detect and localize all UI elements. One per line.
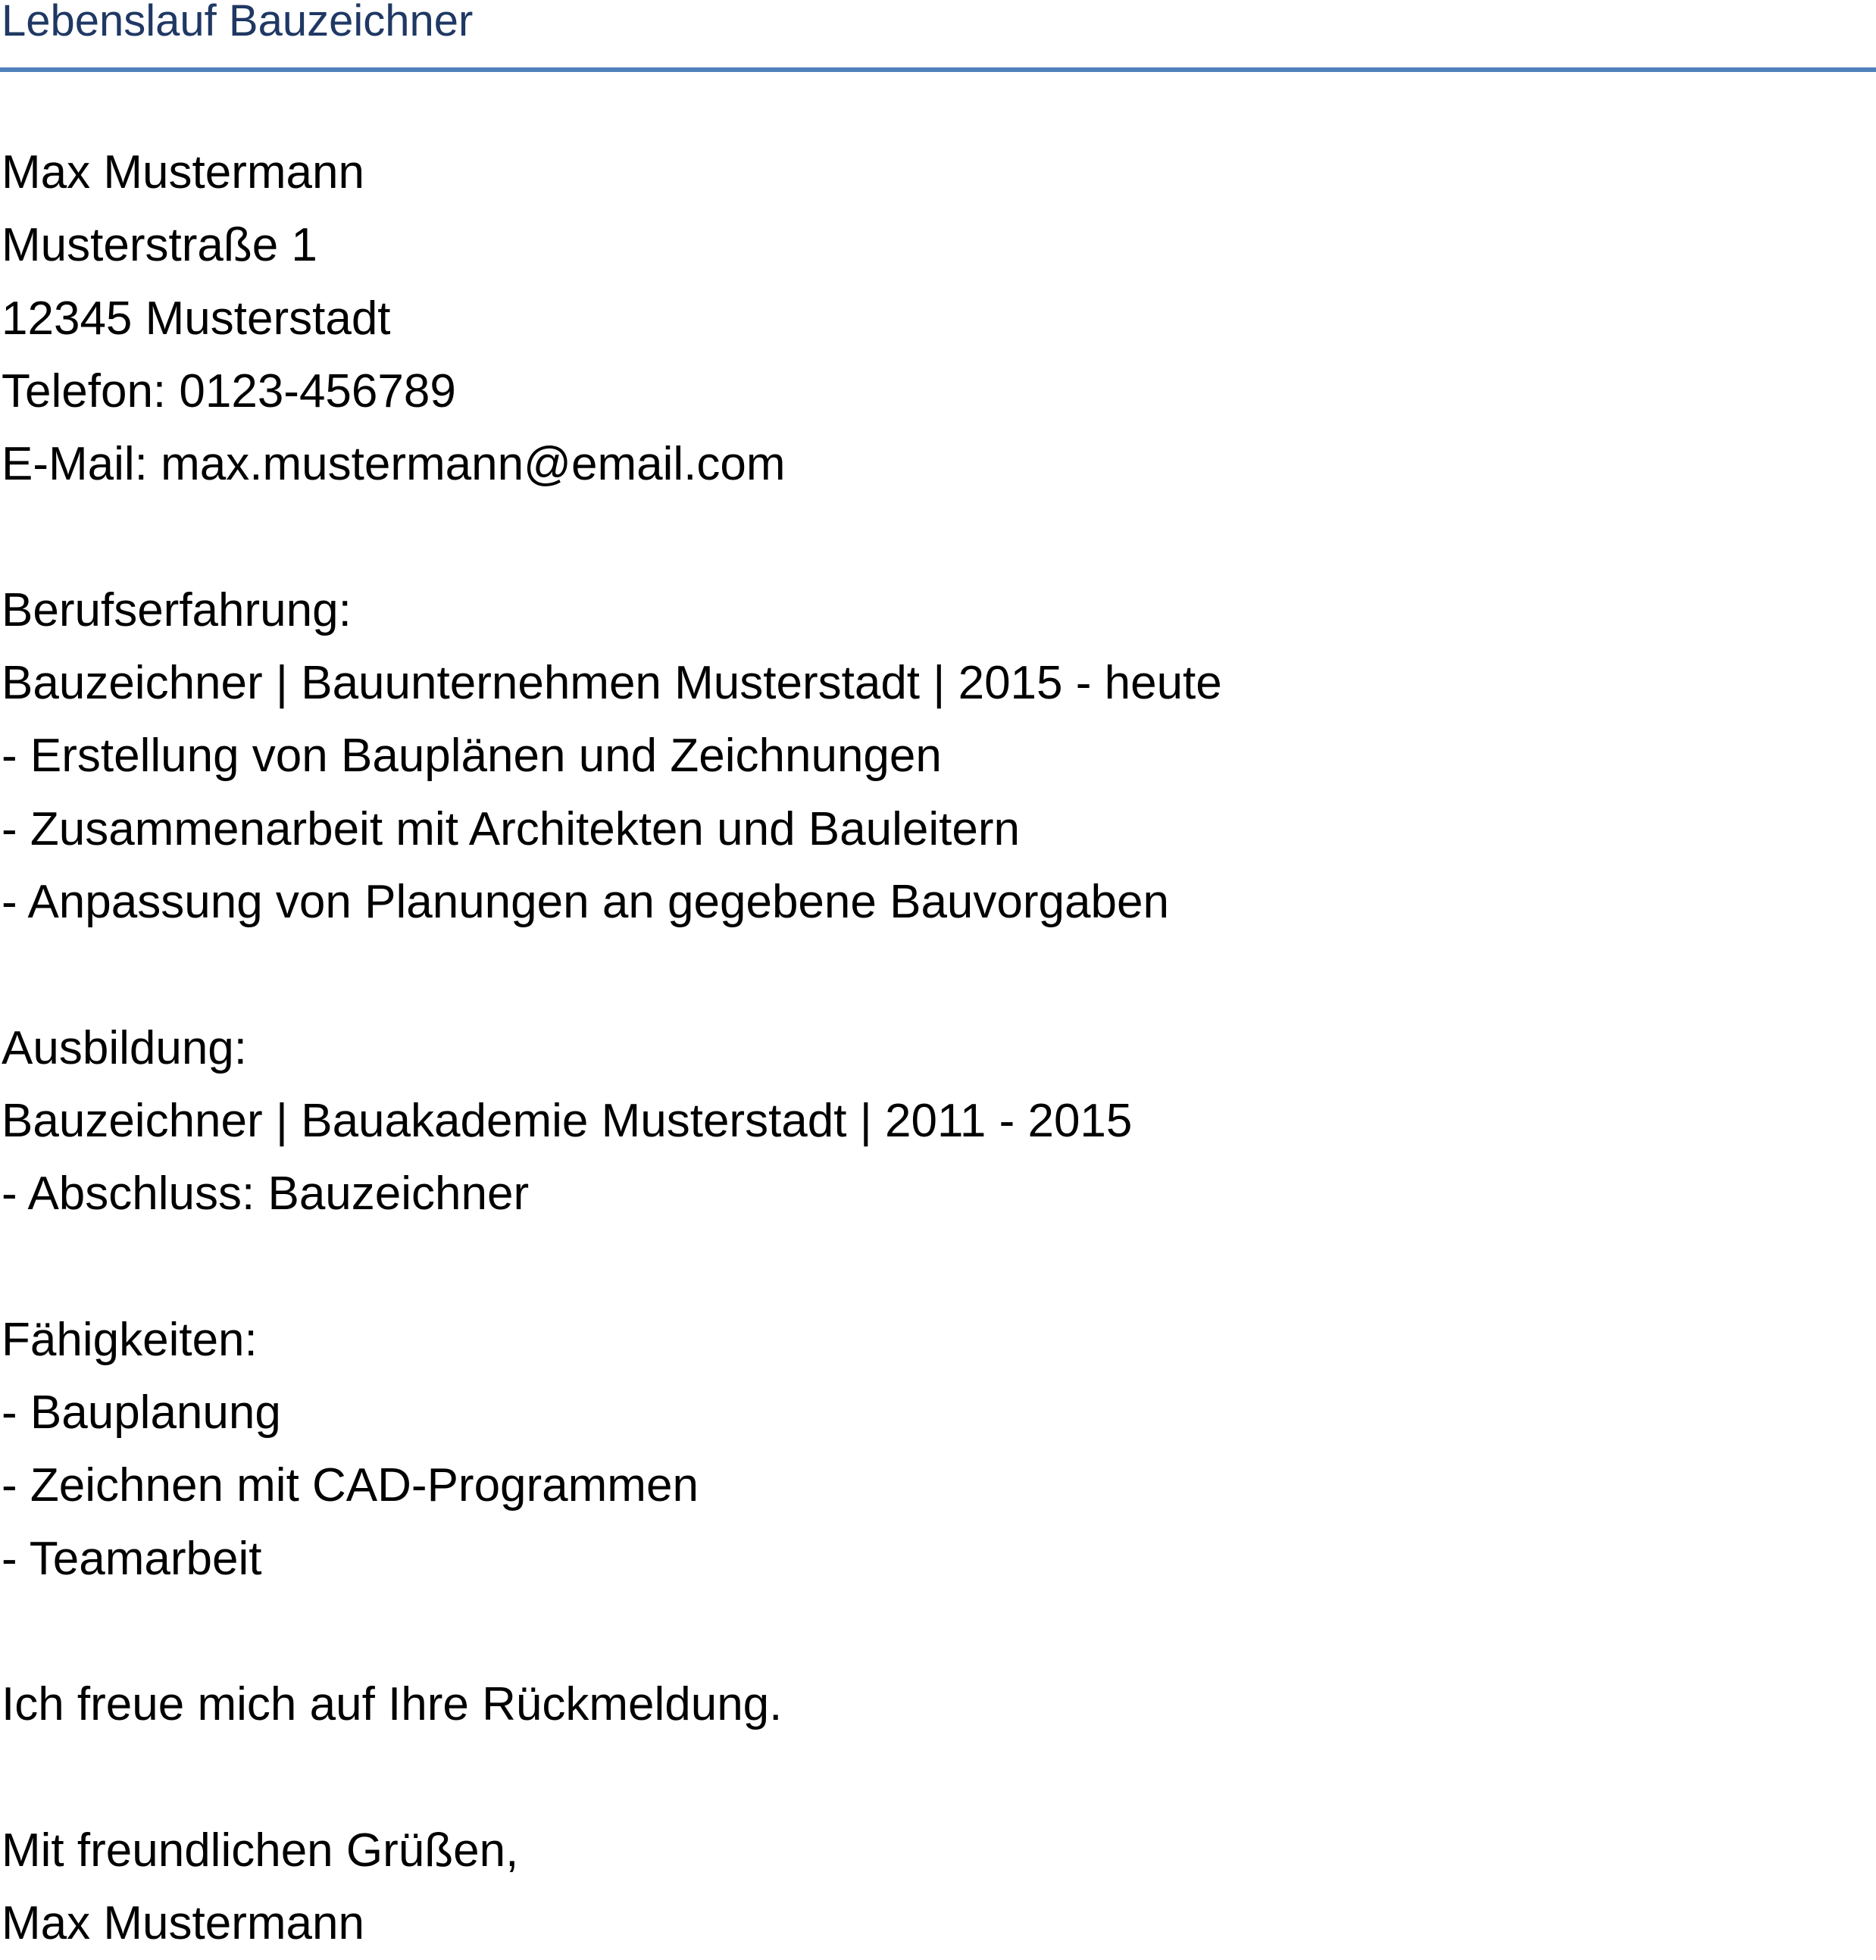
contact-name: Max Mustermann [2,146,364,199]
experience-item: - Erstellung von Bauplänen und Zeichnungen [2,730,942,783]
skills-heading: Fähigkeiten: [2,1313,258,1366]
blank-line [2,1596,1222,1668]
blank-line [2,939,1222,1011]
closing-message: Ich freue mich auf Ihre Rückmeldung. [2,1678,783,1731]
blank-line [2,1742,1222,1815]
contact-city: 12345 Musterstadt [2,292,391,345]
closing-greeting: Mit freundlichen Grüßen, [2,1824,519,1877]
contact-phone: Telefon: 0123-456789 [2,364,456,417]
title-underline [0,67,1876,72]
skills-item: - Teamarbeit [2,1532,262,1585]
experience-item: - Zusammenarbeit mit Architekten und Bauleitern [2,802,1020,855]
blank-line [2,1230,1222,1303]
experience-item: - Anpassung von Planungen an gegebene Bauvorgaben [2,875,1169,928]
education-item: - Abschluss: Bauzeichner [2,1168,530,1221]
experience-position: Bauzeichner | Bauunternehmen Musterstadt | 2015 - heute [2,657,1222,710]
document-title: Lebenslauf Bauzeichner [2,0,474,45]
document-body [2,136,1222,1960]
blank-line [2,501,1222,574]
experience-heading: Berufserfahrung: [2,583,352,636]
skills-item: - Zeichnen mit CAD-Programmen [2,1459,699,1512]
education-heading: Ausbildung: [2,1021,248,1074]
contact-email: E-Mail: max.mustermann@email.com [2,438,786,491]
education-position: Bauzeichner | Bauakademie Musterstadt | 2011 - 2015 [2,1094,1133,1147]
skills-item: - Bauplanung [2,1386,281,1440]
signature-name: Max Mustermann [2,1897,364,1950]
contact-street: Musterstraße 1 [2,219,317,272]
